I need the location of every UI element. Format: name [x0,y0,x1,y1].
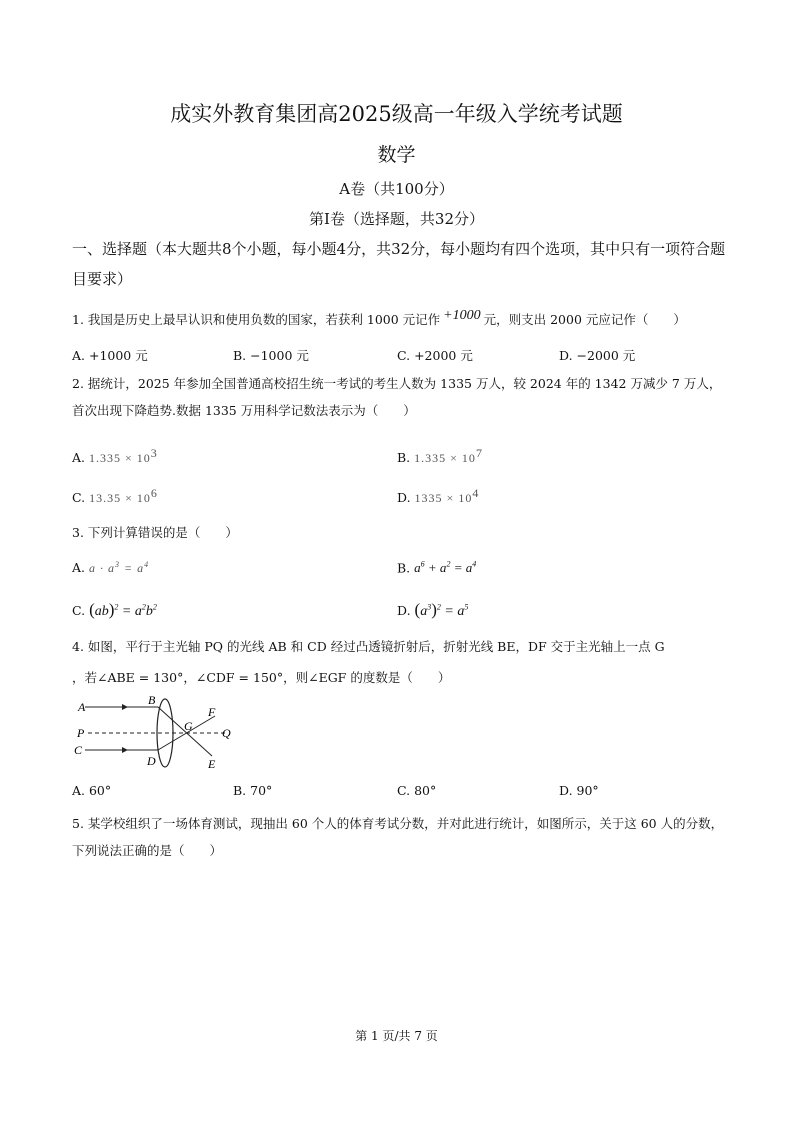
label-b: B [148,693,156,707]
q3-option-b-label: B. [397,560,411,576]
q1-option-a[interactable]: A. +1000 元 [72,348,148,363]
q3-option-a-label: A. [72,560,86,575]
label-f: F [208,705,216,719]
arrow-ab-icon [122,704,128,710]
subject-title: 数学 [377,144,416,166]
question-1-math: +1000 [443,308,481,323]
q2-option-d-mantissa: 1335 × 10 [414,491,473,506]
q2-option-b-label: B. [397,450,411,466]
page-footer: 第 1 页/共 7 页 [355,1029,438,1043]
question-4-line1: 4. 如图，平行于主光轴 PQ 的光线 AB 和 CD 经过凸透镜折射后，折射光线 BE，DF 交于主光轴上一点 G [72,639,665,654]
volume-1-heading: 第Ⅰ卷（选择题，共32分） [308,210,484,228]
question-1-text-a: 1. 我国是历史上最早认识和使用负数的国家，若获利 1000 元记作 [72,312,441,327]
label-p: P [77,726,85,740]
label-e: E [208,757,216,771]
section-heading: 一、选择题（本大题共8个小题，每小题4分，共32分，每小题均有四个选项，其中只有一项符合题目要求） [72,240,726,288]
q4-option-b[interactable]: B. 70° [233,783,273,798]
q1-option-c[interactable]: C. +2000 元 [397,348,473,363]
q1-option-b[interactable]: B. −1000 元 [233,348,309,363]
q2-option-b[interactable] [397,446,483,466]
q4-option-c[interactable]: C. 80° [397,783,437,798]
question-5: 5. 某学校组织了一场体育测试，现抽出 60 个人的体育考试分数，并对此进行统计，如图所示，关于这 60 人的分数，下列说法正确的是（ ） [72,816,724,858]
q2-option-b-exp: 7 [475,446,483,460]
q2-option-a-label: A. [72,450,86,466]
label-d: D [147,754,156,768]
question-1-text-b: 元，则支出 2000 元应记作（ ） [483,312,686,327]
label-g: G [184,719,193,733]
exam-title: 成实外教育集团高2025级高一年级入学统考试题 [170,102,623,126]
q3-option-d[interactable] [397,600,468,620]
arrow-cd-icon [122,747,128,753]
label-c: C [74,743,83,757]
q2-option-a[interactable] [72,446,158,466]
q2-option-c-mantissa: 13.35 × 10 [89,491,151,506]
q4-option-a[interactable]: A. 60° [72,783,112,798]
label-a: A [78,700,86,714]
q2-option-d-label: D. [397,490,411,506]
q3-option-c-expr: $(ab)^2 = a^2b^2$ [89,600,157,619]
q2-option-d[interactable] [397,486,479,506]
q3-option-b[interactable] [397,560,476,576]
q3-option-b-expr: $a^6 + a^2 = a^4$ [414,560,477,576]
q3-option-c-label: C. [72,603,86,618]
q2-option-c[interactable] [72,486,158,506]
lens-figure [70,690,250,775]
q1-option-d[interactable]: D. −2000 元 [559,348,636,363]
q3-option-c[interactable] [72,600,157,620]
q2-option-c-exp: 6 [150,486,158,500]
question-4-line2: ，若∠ABE = 130°，∠CDF = 150°，则∠EGF 的度数是（ ） [72,670,451,685]
q2-option-a-mantissa: 1.335 × 10 [89,451,151,466]
question-2: 2. 据统计，2025 年参加全国普通高校招生统一考试的考生人数为 1335 万人，较 2024 年的 1342 万减少 7 万人，首次出现下降趋势.数据 1335 万用科学记数法表示为（ ） [72,376,722,418]
q3-option-a-expr: $a \cdot a^3 = a^4$ [89,560,150,575]
label-q: Q [222,726,231,740]
q2-option-d-exp: 4 [472,486,480,500]
question-3: 3. 下列计算错误的是（ ） [72,525,238,540]
q2-option-a-exp: 3 [150,446,158,460]
q3-option-d-label: D. [397,603,411,618]
question-1 [72,310,686,329]
volume-a-heading: A卷（共100分） [339,180,454,198]
q3-option-d-expr: $(a^3)^2 = a^5$ [414,600,469,619]
q2-option-b-mantissa: 1.335 × 10 [414,451,476,466]
q4-option-d[interactable]: D. 90° [559,783,599,798]
q3-option-a[interactable] [72,560,149,576]
q2-option-c-label: C. [72,490,86,506]
